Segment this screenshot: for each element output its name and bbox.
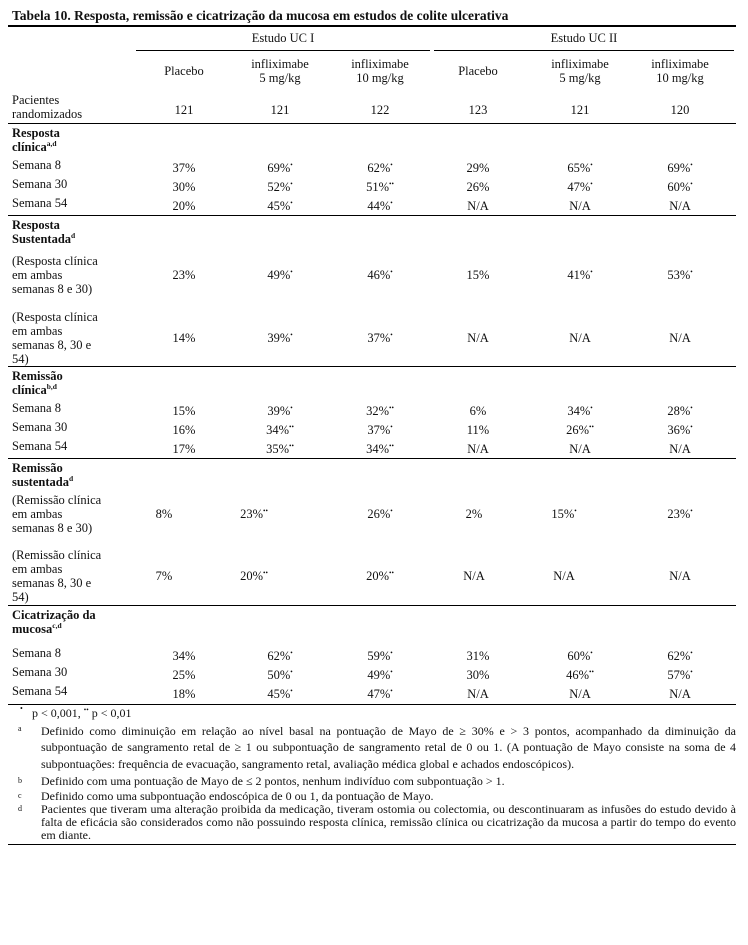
row-label: Semana 8 (12, 158, 61, 172)
row-value-1: 14% (172, 331, 196, 345)
row-value-6: N/A (669, 569, 691, 583)
row-label: Semana 30 (12, 420, 68, 434)
section-3 (8, 367, 736, 458)
group-header-row (8, 27, 736, 51)
row-value-4: 26% (466, 180, 490, 194)
row-value-6: 23%• (667, 507, 693, 521)
table-title: Tabela 10. Resposta, remissão e cicatrização da mucosa em estudos de colite ulcerativa (12, 8, 509, 23)
significance-marker: • (290, 180, 293, 188)
row-value-1: 18% (172, 687, 196, 701)
row-value-4: N/A (463, 569, 485, 583)
significance-marker: •• (263, 569, 268, 577)
row-label: Semana 54 (12, 684, 68, 698)
significance-marker: • (290, 161, 293, 169)
significance-marker: • (590, 404, 593, 412)
column-header-3: infliximabe 10 mg/kg (351, 57, 409, 85)
row-value-2: 45%• (267, 199, 293, 213)
column-header-6: infliximabe 10 mg/kg (651, 57, 709, 85)
row-value-5: 65%• (567, 161, 593, 175)
significance-marker: • (390, 268, 393, 276)
row-value-5: 46%•• (566, 668, 594, 682)
data-row (8, 493, 736, 548)
section-title: Cicatrização da mucosa$^{c,d}$ (12, 608, 96, 636)
row-value-2: 45%• (267, 687, 293, 701)
row-label: Semana 30 (12, 177, 68, 191)
section-title-row (8, 459, 736, 493)
row-value-4: N/A (467, 331, 489, 345)
footnote-text: Definido como diminuição em relação ao nível basal na pontuação de Mayo de ≥ 30% e > 3 pontos, acompanhado da diminuição da subpontuação de sangramento retal de ≥ 1 ou subpontuação de sangramento retal de 0 ou 1. (A pontuação de Mayo consiste na soma de 4 subpontuações: frequência de evacuação, sangramento retal, avaliação médica global e achados endoscópicos). (41, 723, 736, 771)
row-value-6: 69%• (667, 161, 693, 175)
row-label: Semana 30 (12, 665, 68, 679)
row-value-3: 32%•• (366, 404, 394, 418)
row-value-4: N/A (467, 199, 489, 213)
data-row (8, 401, 736, 420)
row-value-1: 17% (172, 442, 196, 456)
significance-marker: • (690, 423, 693, 431)
data-row (8, 439, 736, 458)
section-title: Resposta Sustentada$^d$ (12, 218, 76, 246)
row-value-5: 15%• (551, 507, 577, 521)
footnote-mark: • (20, 704, 23, 713)
group-header-uc1: Estudo UC I (136, 31, 430, 51)
row-value-4: 31% (466, 649, 490, 663)
significance-marker: • (290, 668, 293, 676)
significance-marker: •• (389, 569, 394, 577)
section-4 (8, 459, 736, 605)
row-value-4: 6% (469, 404, 487, 418)
footnote-2 (8, 723, 736, 773)
row-label: (Remissão clínica em ambas semanas 8 e 30) (12, 493, 102, 535)
column-header-1: Placebo (164, 64, 204, 78)
data-row (8, 254, 736, 310)
patients-label: Pacientes randomizados (12, 93, 83, 121)
data-row (8, 420, 736, 439)
significance-marker: • (390, 199, 393, 207)
row-value-3: 46%• (367, 268, 393, 282)
section-title: Resposta clínica$^{a,d}$ (12, 126, 60, 154)
row-value-3: 47%• (367, 687, 393, 701)
row-value-6: 36%• (667, 423, 693, 437)
significance-marker: • (390, 161, 393, 169)
significance-marker: •• (389, 442, 394, 450)
row-value-5: N/A (553, 569, 575, 583)
significance-marker: • (390, 507, 393, 515)
row-value-2: 35%•• (266, 442, 294, 456)
page-bottom-rule (8, 844, 736, 845)
row-label: Semana 54 (12, 439, 68, 453)
significance-marker: •• (589, 423, 594, 431)
data-row (8, 177, 736, 196)
row-value-6: N/A (669, 687, 691, 701)
patients-value-6: 120 (670, 103, 690, 117)
row-value-6: 57%• (667, 668, 693, 682)
row-value-5: 60%• (567, 649, 593, 663)
row-value-2: 50%• (267, 668, 293, 682)
row-value-2: 39%• (267, 404, 293, 418)
row-value-6: N/A (669, 442, 691, 456)
significance-marker: • (690, 507, 693, 515)
footnote-mark: b (18, 776, 22, 785)
significance-marker: • (290, 331, 293, 339)
row-value-1: 30% (172, 180, 196, 194)
significance-marker: • (290, 649, 293, 657)
column-header-2: infliximabe 5 mg/kg (251, 57, 309, 85)
significance-marker: • (290, 687, 293, 695)
section-title-footnote-ref: d (71, 231, 76, 240)
significance-marker: • (574, 507, 577, 515)
row-value-6: N/A (669, 331, 691, 345)
data-row (8, 310, 736, 366)
row-value-4: 2% (465, 507, 483, 521)
row-value-5: N/A (569, 199, 591, 213)
footnotes (8, 705, 736, 842)
row-value-1: 37% (172, 161, 196, 175)
row-value-4: 15% (466, 268, 490, 282)
data-row (8, 548, 736, 605)
significance-marker: • (290, 268, 293, 276)
data-row (8, 665, 736, 684)
row-value-6: 53%• (667, 268, 693, 282)
significance-marker: • (690, 404, 693, 412)
section-2 (8, 216, 736, 366)
significance-marker: • (390, 687, 393, 695)
row-value-2: 49%• (267, 268, 293, 282)
section-title-footnote-ref: c,d (52, 621, 62, 630)
row-value-3: 26%• (367, 507, 393, 521)
significance-marker: • (590, 268, 593, 276)
row-value-3: 59%• (367, 649, 393, 663)
significance-marker: • (390, 331, 393, 339)
patients-row (8, 93, 736, 123)
footnote-mark: c (18, 791, 22, 800)
patients-value-5: 121 (570, 103, 590, 117)
footnote-text: p < 0,001, •• p < 0,01 (32, 706, 132, 720)
footnote-text: Pacientes que tiveram uma alteração proibida da medicação, tiveram ostomia ou colectomia, ou descontinuaram as infusões do estudo devido à falta de eficácia são considerados como não possuindo resposta clínica, remissão clínica ou cicatrização da mucosa a partir do tempo do evento em diante. (41, 802, 736, 842)
row-value-5: 34%• (567, 404, 593, 418)
section-title-footnote-ref: b,d (46, 382, 57, 391)
section-title-row (8, 606, 736, 646)
row-value-3: 62%• (367, 161, 393, 175)
row-label: (Resposta clínica em ambas semanas 8, 30 e 54) (12, 310, 98, 366)
patients-value-1: 121 (174, 103, 194, 117)
group-header-uc2: Estudo UC II (434, 31, 734, 51)
row-value-3: 37%• (367, 423, 393, 437)
data-row (8, 196, 736, 215)
row-value-4: N/A (467, 442, 489, 456)
significance-marker: • (590, 180, 593, 188)
row-label: Semana 54 (12, 196, 68, 210)
significance-marker: • (690, 180, 693, 188)
row-value-5: N/A (569, 442, 591, 456)
section-title-row (8, 216, 736, 254)
section-5 (8, 606, 736, 703)
footnote-1 (8, 705, 736, 722)
row-value-1: 25% (172, 668, 196, 682)
column-header-row (8, 51, 736, 93)
row-value-4: N/A (467, 687, 489, 701)
row-value-2: 69%• (267, 161, 293, 175)
patients-value-2: 121 (270, 103, 290, 117)
row-value-2: 20%•• (240, 569, 268, 583)
column-header-4: Placebo (458, 64, 498, 78)
section-title: Remissão clínica$^{b,d}$ (12, 369, 63, 397)
significance-marker: • (590, 161, 593, 169)
significance-marker: • (290, 199, 293, 207)
row-value-2: 62%• (267, 649, 293, 663)
significance-marker: •• (289, 442, 294, 450)
row-value-3: 49%• (367, 668, 393, 682)
row-value-2: 39%• (267, 331, 293, 345)
column-header-5: infliximabe 5 mg/kg (551, 57, 609, 85)
row-value-3: 20%•• (366, 569, 394, 583)
row-value-1: 34% (172, 649, 196, 663)
significance-marker: •• (289, 423, 294, 431)
significance-marker: • (390, 668, 393, 676)
footnote-mark: d (18, 804, 22, 813)
significance-marker: • (690, 161, 693, 169)
footnote-text: Definido com uma pontuação de Mayo de ≤ 2 pontos, nenhum indivíduo com subpontuação > 1. (41, 774, 505, 788)
row-value-3: 34%•• (366, 442, 394, 456)
row-value-2: 52%• (267, 180, 293, 194)
row-value-1: 8% (155, 507, 173, 521)
row-value-1: 7% (155, 569, 173, 583)
row-value-1: 15% (172, 404, 196, 418)
row-value-1: 16% (172, 423, 196, 437)
significance-marker: •• (263, 507, 268, 515)
significance-marker: •• (83, 706, 89, 714)
row-value-1: 23% (172, 268, 196, 282)
row-value-6: 28%• (667, 404, 693, 418)
significance-marker: • (590, 649, 593, 657)
row-value-2: 34%•• (266, 423, 294, 437)
section-title-footnote-ref: d (68, 474, 74, 483)
significance-marker: • (690, 649, 693, 657)
row-value-6: 60%• (667, 180, 693, 194)
patients-value-3: 122 (370, 103, 390, 117)
row-value-4: 30% (466, 668, 490, 682)
row-label: Semana 8 (12, 401, 61, 415)
row-label: (Resposta clínica em ambas semanas 8 e 30) (12, 254, 98, 296)
section-title-row (8, 124, 736, 158)
significance-marker: •• (389, 404, 394, 412)
section-title-footnote-ref: a,d (46, 139, 57, 148)
row-value-2: 23%•• (240, 507, 268, 521)
document-page (8, 8, 736, 845)
section-1 (8, 124, 736, 215)
footnote-5 (8, 803, 736, 842)
row-value-3: 51%•• (366, 180, 394, 194)
row-value-6: N/A (669, 199, 691, 213)
footnote-mark: a (18, 723, 22, 733)
section-title: Remissão sustentada$^d$ (12, 461, 74, 489)
row-value-3: 37%• (367, 331, 393, 345)
significance-marker: • (690, 268, 693, 276)
row-value-5: 41%• (567, 268, 593, 282)
row-label: Semana 8 (12, 646, 61, 660)
footnote-text: Definido como uma subpontuação endoscópica de 0 ou 1, da pontuação de Mayo. (41, 789, 434, 803)
significance-marker: • (390, 649, 393, 657)
data-row (8, 684, 736, 703)
significance-marker: • (290, 404, 293, 412)
data-row (8, 158, 736, 177)
row-value-4: 29% (466, 161, 490, 175)
row-value-5: 26%•• (566, 423, 594, 437)
row-value-4: 11% (466, 423, 490, 437)
significance-marker: •• (389, 180, 394, 188)
row-label: (Remissão clínica em ambas semanas 8, 30 e 54) (12, 548, 102, 604)
row-value-5: N/A (569, 331, 591, 345)
row-value-3: 44%• (367, 199, 393, 213)
row-value-6: 62%• (667, 649, 693, 663)
row-value-1: 20% (172, 199, 196, 213)
row-value-5: N/A (569, 687, 591, 701)
table-body (8, 123, 736, 703)
significance-marker: • (390, 423, 393, 431)
footnote-3 (8, 775, 736, 788)
significance-marker: •• (589, 668, 594, 676)
row-value-5: 47%• (567, 180, 593, 194)
patients-value-4: 123 (468, 103, 488, 117)
section-title-row (8, 367, 736, 401)
significance-marker: • (690, 668, 693, 676)
data-row (8, 646, 736, 665)
